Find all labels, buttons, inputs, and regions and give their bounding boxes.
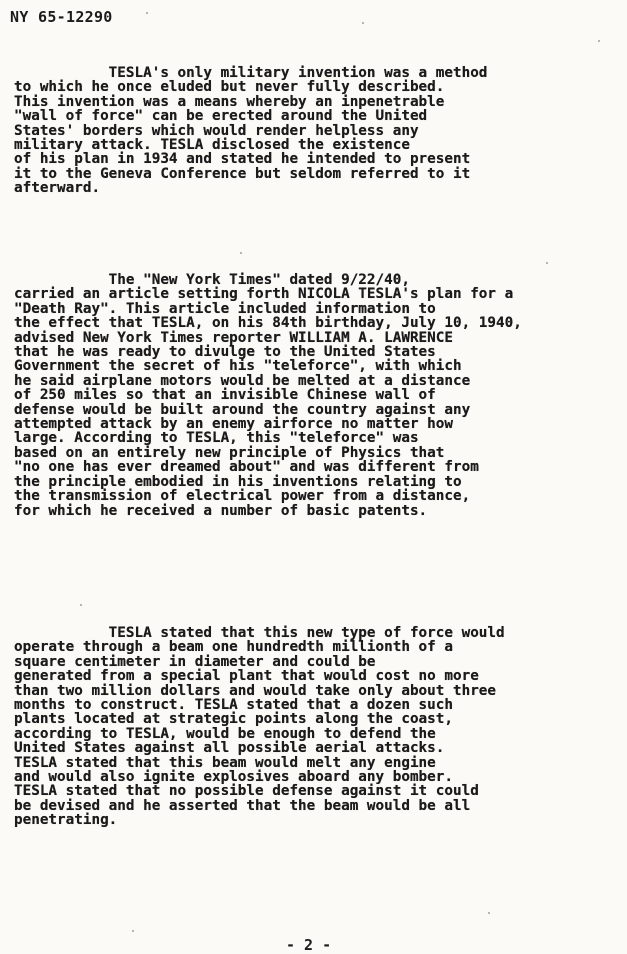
scan-speck	[240, 252, 242, 254]
scan-speck	[80, 604, 82, 606]
scan-speck	[546, 262, 548, 264]
paragraph-death-ray-article: The "New York Times" dated 9/22/40, carried an article setting forth NICOLA TESLA's plan for a "Death Ray". This article included information to the effect that TESLA, on his 84th birthday, July 10, 1940, advised New York Times reporter WILLIAM A. LAWRENCE that he was ready to divulge to the United States Government the secret of his "teleforce", with which he said airplane motors would be melted at a distance of 250 miles so that an invisible Chinese wall of defense would be built around the country against any attempted attack by an enemy airforce no matter how large. According to TESLA, this "teleforce" was based on an entirely new principle of Physics that "no one has ever dreamed about" and was different from the principle embodied in his inventions relating to the transmission of electrical power from a distance, for which he received a number of basic patents.	[14, 272, 522, 519]
paragraph-beam-description: TESLA stated that this new type of force would operate through a beam one hundredth millionth of a square centimeter in diameter and could be generated from a special plant that would cost no more than two million dollars and would take only about three months to construct. TESLA stated that a dozen such plants located at strategic points along the coast, according to TESLA, would be enough to defend the United States against all possible aerial attacks. TESLA stated that this beam would melt any engine and would also ignite explosives aboard any bomber. TESLA stated that no possible defense against it could be devised and he asserted that the beam would be all penetrating.	[14, 625, 505, 829]
scan-speck	[488, 912, 490, 914]
scan-speck	[146, 12, 148, 14]
scan-speck	[598, 40, 600, 42]
scan-speck	[362, 22, 364, 24]
page-number: - 2 -	[286, 936, 332, 954]
scan-speck	[132, 930, 134, 932]
paragraph-military-invention: TESLA's only military invention was a method to which he once eluded but never fully described. This invention was a means whereby an inpenetrable "wall of force" can be erected around the United States' borders which would render helpless any military attack. TESLA disclosed the existence of his plan in 1934 and stated he intended to present it to the Geneva Conference but seldom referred to it afterward.	[14, 65, 488, 197]
file-number: NY 65-12290	[10, 8, 113, 26]
